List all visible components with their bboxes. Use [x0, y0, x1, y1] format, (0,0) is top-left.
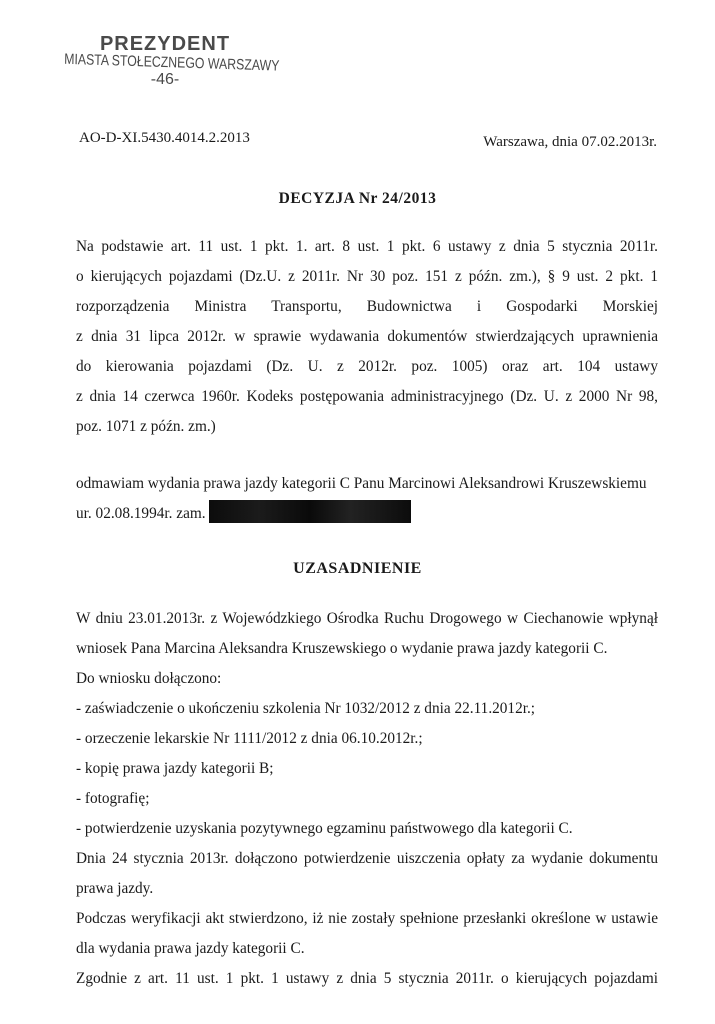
list-item: - zaświadczenie o ukończeniu szkolenia Nr 1032/2012 z dnia 22.11.2012r.; — [76, 700, 536, 717]
text-line: Zgodnie z art. 11 ust. 1 pkt. 1 ustawy z dnia 5 stycznia 2011r. o kierujących pojazdami — [76, 970, 658, 987]
list-item: - orzeczenie lekarskie Nr 1111/2012 z dnia 06.10.2012r.; — [76, 730, 423, 747]
text-line: W dniu 23.01.2013r. z Wojewódzkiego Ośrodka Ruchu Drogowego w Ciechanowie wpłynął — [76, 610, 658, 627]
stamp-line-1: PREZYDENT — [99, 33, 231, 55]
text-line: wniosek Pana Marcina Aleksandra Kruszewskiego o wydanie prawa jazdy kategorii C. — [76, 640, 608, 657]
text-line: odmawiam wydania prawa jazdy kategorii C Panu Marcinowi Aleksandrowi Kruszewskiemu — [76, 475, 647, 492]
list-item: - kopię prawa jazdy kategorii B; — [76, 760, 274, 777]
text-line: Dnia 24 stycznia 2013r. dołączono potwierdzenie uiszczenia opłaty za wydanie dokumentu — [76, 850, 658, 867]
text-line: Podczas weryfikacji akt stwierdzono, iż nie zostały spełnione przesłanki określone w ustawie — [76, 910, 658, 927]
stamp-page-number: -46- — [150, 71, 180, 88]
text-line — [76, 499, 658, 529]
text-line: poz. 1071 z późn. zm.) — [76, 418, 216, 435]
text-line: o kierujących pojazdami (Dz.U. z 2011r. Nr 30 poz. 151 z późn. zm.), § 9 ust. 2 pkt. 1 — [76, 268, 658, 285]
stamp-line-2: MIASTA STOŁECZNEGO WARSZAWY — [63, 50, 280, 75]
birth-date-text: ur. 02.08.1994r. zam. — [76, 505, 206, 522]
text-line: Do wniosku dołączono: — [76, 670, 222, 687]
list-item: - fotografię; — [76, 790, 150, 807]
legal-basis-paragraph — [76, 232, 658, 442]
reference-number: AO-D-XI.5430.4014.2.2013 — [79, 130, 250, 146]
place-and-date: Warszawa, dnia 07.02.2013r. — [483, 134, 657, 150]
decision-title: DECYZJA Nr 24/2013 — [278, 190, 437, 207]
text-line: dla wydania prawa jazdy kategorii C. — [76, 940, 305, 957]
justification-body — [76, 604, 658, 994]
text-line: rozporządzenia Ministra Transportu, Budownictwa i Gospodarki Morskiej — [76, 298, 658, 315]
redacted-address-block — [209, 500, 411, 523]
text-line: prawa jazdy. — [76, 880, 154, 897]
list-item: - potwierdzenie uzyskania pozytywnego egzaminu państwowego dla kategorii C. — [76, 820, 573, 837]
text-line: z dnia 14 czerwca 1960r. Kodeks postępowania administracyjnego (Dz. U. z 2000 Nr 98, — [76, 388, 658, 405]
ruling-paragraph — [76, 469, 658, 529]
text-line: Na podstawie art. 11 ust. 1 pkt. 1. art. 8 ust. 1 pkt. 6 ustawy z dnia 5 stycznia 2011r. — [76, 238, 658, 255]
official-stamp — [60, 33, 280, 89]
text-line: z dnia 31 lipca 2012r. w sprawie wydawania dokumentów stwierdzających uprawnienia — [76, 328, 658, 345]
text-line: do kierowania pojazdami (Dz. U. z 2012r. poz. 1005) oraz art. 104 ustawy — [76, 358, 658, 375]
justification-title: UZASADNIENIE — [293, 560, 422, 577]
